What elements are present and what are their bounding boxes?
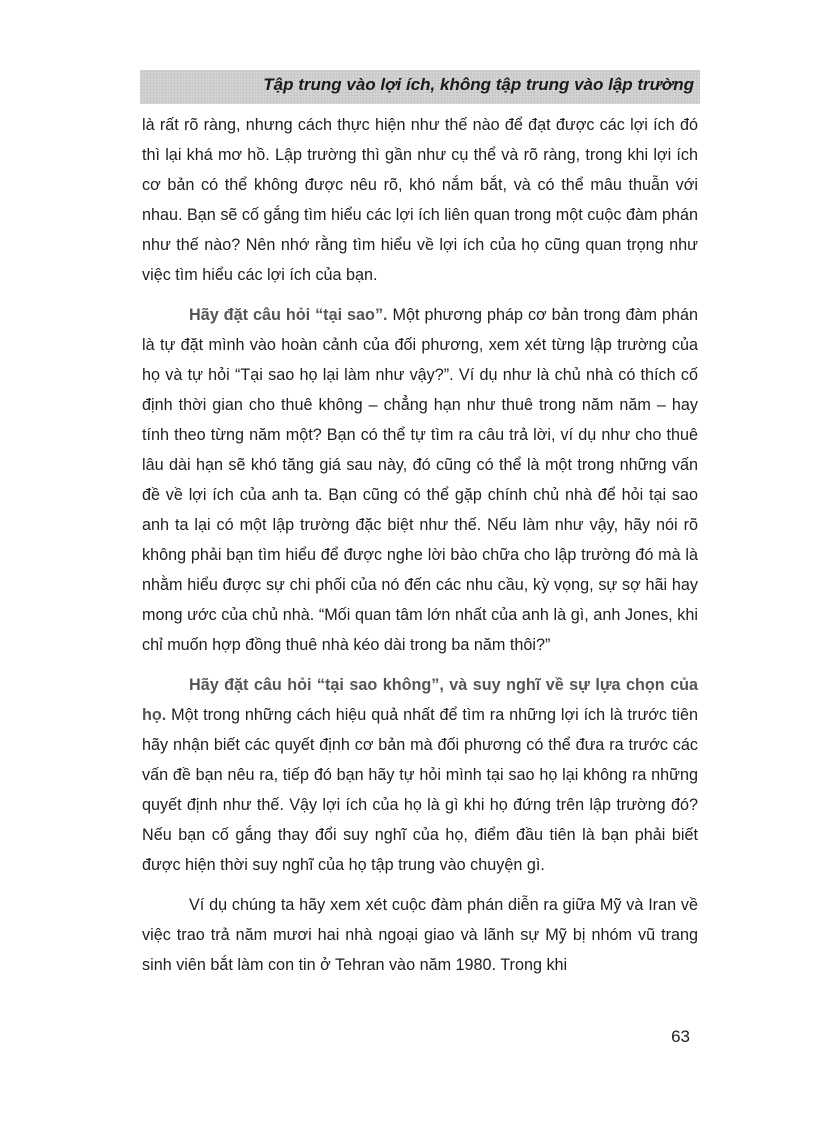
page-body [142,110,698,980]
paragraph-continuation [142,110,698,290]
running-header [140,70,700,104]
header-title: Tập trung vào lợi ích, không tập trung vào lập trường [263,75,694,94]
paragraph-text: Một trong những cách hiệu quả nhất để tìm ra những lợi ích là trước tiên hãy nhận biết các quyết định cơ bản mà đối phương có thể đưa ra trước các vấn đề bạn nêu ra, tiếp đó bạn hãy tự hỏi mình tại sao họ lại không ra những quyết định như thế. Vậy lợi ích của họ là gì khi họ đứng trên lập trường đó? Nếu bạn cố gắng thay đổi suy nghĩ của họ, điểm đầu tiên là bạn phải biết được hiện thời suy nghĩ của họ tập trung vào chuyện gì. [142,706,698,874]
paragraph-text: là rất rõ ràng, nhưng cách thực hiện như thế nào để đạt được các lợi ích đó thì lại khá mơ hồ. Lập trường thì gần như cụ thể và rõ ràng, trong khi lợi ích cơ bản có thể không được nêu rõ, khó nắm bắt, và có thể mâu thuẫn với nhau. Bạn sẽ cố gắng tìm hiểu các lợi ích liên quan trong một cuộc đàm phán như thế nào? Nên nhớ rằng tìm hiểu về lợi ích của họ cũng quan trọng như việc tìm hiểu các lợi ích của bạn. [142,116,698,284]
paragraph-ask-why [142,300,698,660]
paragraph-text: Một phương pháp cơ bản trong đàm phán là tự đặt mình vào hoàn cảnh của đối phương, xem xét từng lập trường của họ và tự hỏi “Tại sao họ lại làm như vậy?”. Ví dụ như là chủ nhà có thích cố định thời gian cho thuê không – chẳng hạn như thuê trong năm năm – hay tính theo từng năm một? Bạn có thể tự tìm ra câu trả lời, ví dụ như cho thuê lâu dài hạn sẽ khó tăng giá sau này, đó cũng có thể là một trong những vấn đề về lợi ích của anh ta. Bạn cũng có thể gặp chính chủ nhà để hỏi tại sao anh ta lại có một lập trường đặc biệt như thế. Nếu làm như vậy, hãy nói rõ không phải bạn tìm hiểu để được nghe lời bào chữa cho lập trường đó mà là nhằm hiểu được sự chi phối của nó đến các nhu cầu, kỳ vọng, sự sợ hãi hay mong ước của chủ nhà. “Mối quan tâm lớn nhất của anh là gì, anh Jones, khi chỉ muốn hợp đồng thuê nhà kéo dài trong ba năm thôi?” [142,306,698,654]
paragraph-lead: Hãy đặt câu hỏi “tại sao”. [189,306,388,324]
page-number: 63 [671,1027,690,1046]
paragraph-lead: Hãy đặt câu hỏi “tại sao không”, và suy nghĩ về sự lựa chọn của họ. [142,676,698,724]
paragraph-text: Ví dụ chúng ta hãy xem xét cuộc đàm phán diễn ra giữa Mỹ và Iran về việc trao trả năm mươi hai nhà ngoại giao và lãnh sự Mỹ bị nhóm vũ trang sinh viên bắt làm con tin ở Tehran vào năm 1980. Trong khi [142,896,698,974]
paragraph-ask-why-not [142,670,698,880]
paragraph-example-iran [142,890,698,980]
